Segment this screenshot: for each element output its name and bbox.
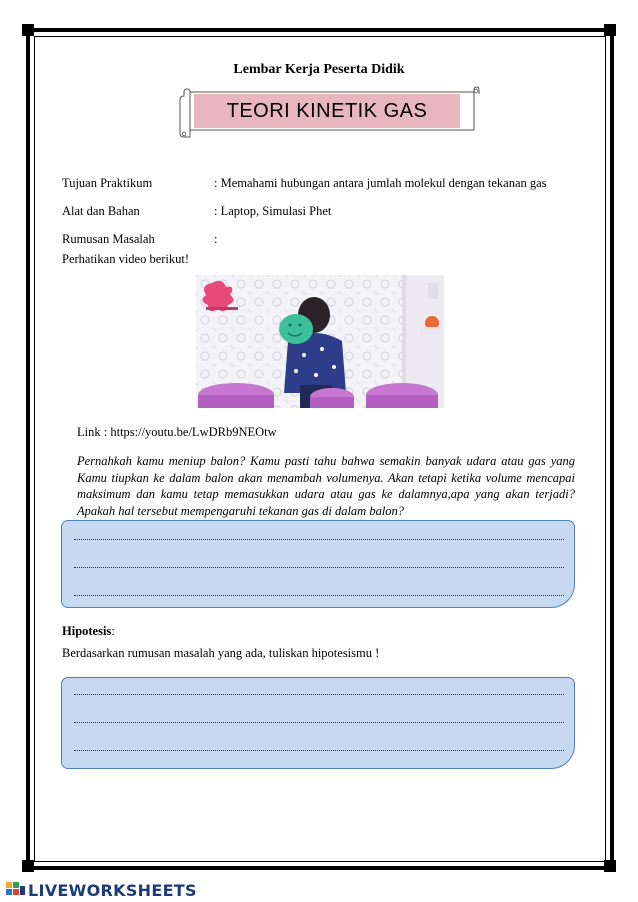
answer-box-rumusan[interactable] [61,520,575,608]
video-prompt: Perhatikan video berikut! [62,252,190,266]
hypothesis-title: Hipotesis [62,624,112,638]
border-corner-bottom-right [604,860,616,872]
answer-line[interactable] [74,692,564,695]
border-corner-bottom-left [22,860,34,872]
answer-line[interactable] [74,537,564,540]
liveworksheets-brand [6,880,197,900]
hypothesis-instruction: Berdasarkan rumusan masalah yang ada, tuliskan hipotesismu ! [62,646,380,660]
info-label: Alat dan Bahan [62,204,140,218]
info-value: : Memahami hubungan antara jumlah molekul dengan tekanan gas [214,176,547,190]
title-banner [178,86,480,138]
info-value: : Laptop, Simulasi Phet [214,204,332,218]
video-link[interactable]: Link : https://youtu.be/LwDRb9NEOtw [77,425,277,439]
border-corner-top-right [604,24,616,36]
brand-name: LIVEWORKSHEETS [28,880,197,900]
answer-line[interactable] [74,748,564,751]
problem-question: Pernahkah kamu meniup balon? Kamu pasti tahu bahwa semakin banyak udara atau gas yang Kamu tiupkan ke dalam balon akan menambah volumenya. Akan tetapi ketika volume mencapai maksimum dan kamu tetap memasukkan udara atau gas ke dalamnya,apa yang akan terjadi? Apakah hal tersebut mempengaruhi tekanan gas di dalam balon? [77,454,575,518]
hypothesis-heading: Hipotesis: [62,624,115,638]
answer-line[interactable] [74,565,564,568]
border-corner-top-left [22,24,34,36]
document-heading: Lembar Kerja Peserta Didik [233,62,405,77]
video-thumbnail[interactable] [196,275,444,408]
answer-line[interactable] [74,720,564,723]
video-thumbnail-image [196,275,444,408]
info-label: Tujuan Praktikum [62,176,153,190]
answer-line[interactable] [74,593,564,596]
liveworksheets-logo-icon [6,882,26,898]
info-value: : [214,232,218,246]
banner-title: TEORI KINETIK GAS [194,94,460,128]
info-label: Rumusan Masalah [62,232,155,246]
answer-box-hipotesis[interactable] [61,677,575,769]
